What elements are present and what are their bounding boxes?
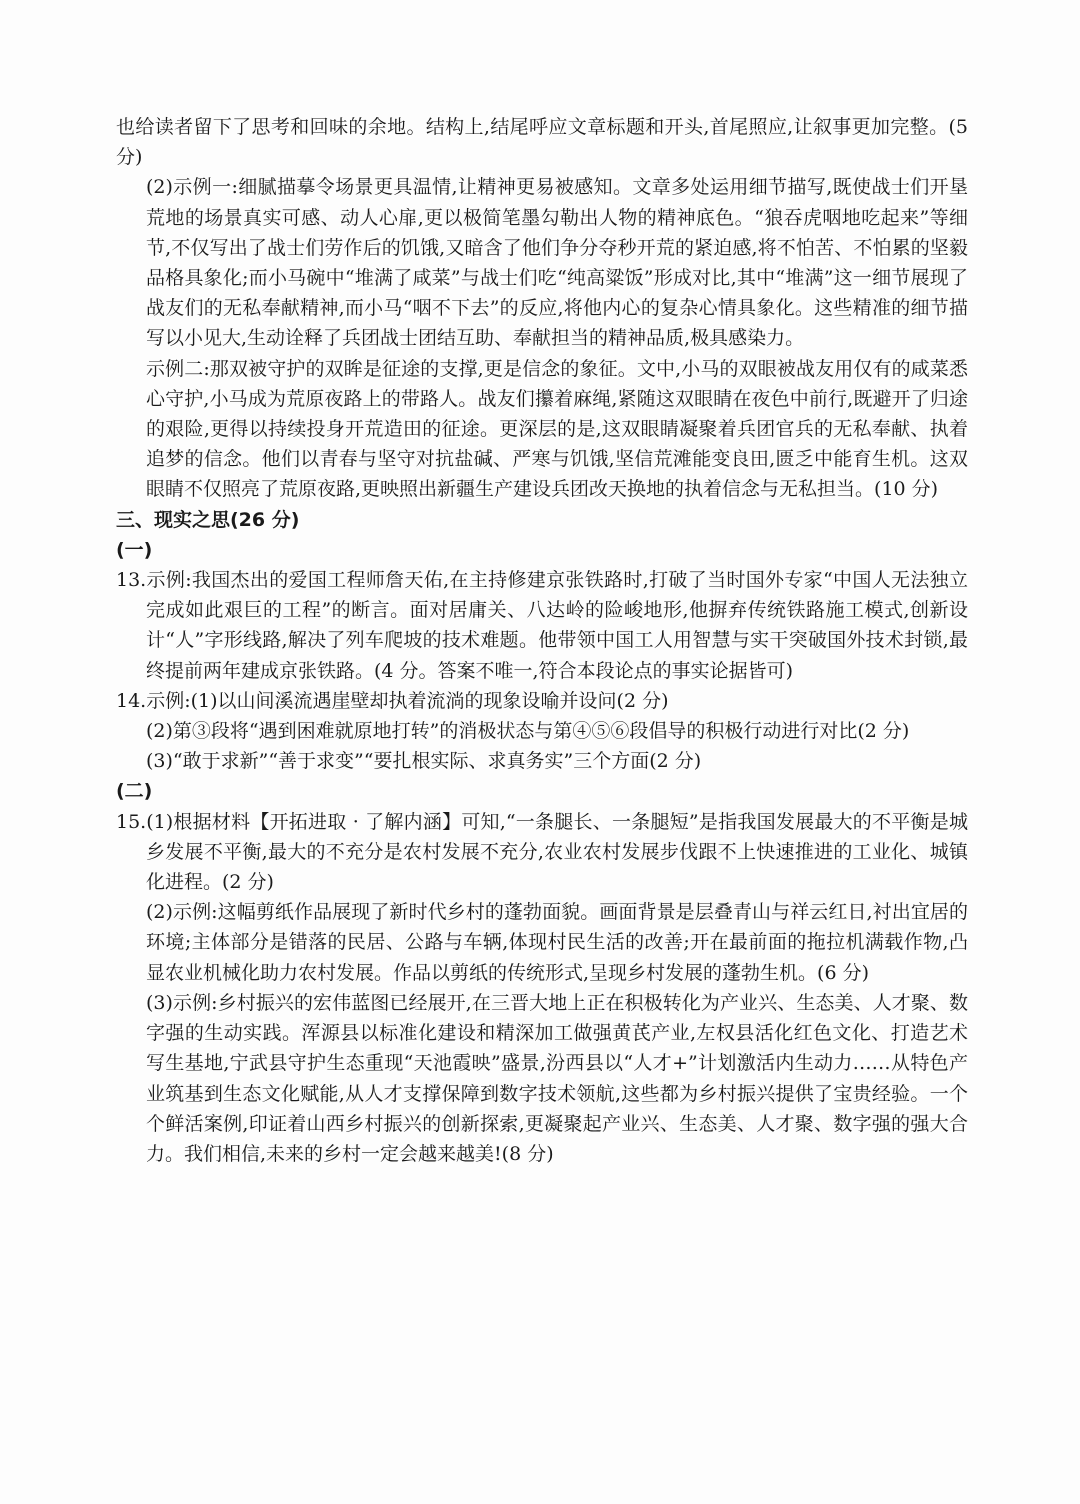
question-14-answer-1: 14.示例:(1)以山间溪流遇崖壁却执着流淌的现象设喻并设问(2 分) <box>116 689 669 712</box>
question-15-answer-3: (3)示例:乡村振兴的宏伟蓝图已经展开,在三晋大地上正在积极转化为产业兴、生态美、人才聚、数字强的生动实践。浑源县以标准化建设和精深加工做强黄芪产业,左权县活化红色文化、打造艺术写生基地,宁武县守护生态重现“天池霞映”盛景,汾西县以“人才+”计划激活内生动力……从特色产业筑基到生态文化赋能,从人才支撑保障到数字技术领航,这些都为乡村振兴提供了宝贵经验。一个个鲜活案例,印证着山西乡村振兴的创新探索,更凝聚起产业兴、生态美、人才聚、数字强的强大合力。我们相信,未来的乡村一定会越来越美!(8 分) <box>146 991 968 1165</box>
example-one-paragraph: (2)示例一:细腻描摹令场景更具温情,让精神更易被感知。文章多处运用细节描写,既使战士们开垦荒地的场景真实可感、动人心扉,更以极简笔墨勾勒出人物的精神底色。“狼吞虎咽地吃起来”等细节,不仅写出了战士们劳作后的饥饿,又暗含了他们争分夺秒开荒的紧迫感,将不怕苦、不怕累的坚毅品格具象化;而小马碗中“堆满了咸菜”与战士们吃“纯高粱饭”形成对比,其中“堆满”这一细节展现了战友们的无私奉献精神,而小马“咽不下去”的反应,将他内心的复杂心情具象化。这些精准的细节描写以小见大,生动诠释了兵团战士团结互助、奉献担当的精神品质,极具感染力。 <box>146 176 968 350</box>
question-14-answer-2: (2)第③段将“遇到困难就原地打转”的消极状态与第④⑤⑥段倡导的积极行动进行对比(2 分) <box>146 720 910 743</box>
question-14-answer-3: (3)“敢于求新”“善于求变”“要扎根实际、求真务实”三个方面(2 分) <box>146 750 702 773</box>
section-three-heading: 三、现实之思(26 分) <box>116 508 300 531</box>
part-two-label: (二) <box>116 780 153 803</box>
answer-content <box>116 112 968 1169</box>
example-two-paragraph: 示例二:那双被守护的双眸是征途的支撑,更是信念的象征。文中,小马的双眼被战友用仅有的咸菜悉心守护,小马成为荒原夜路上的带路人。战友们攥着麻绳,紧随这双眼睛在夜色中前行,既避开了归途的艰险,更得以持续投身开荒造田的征途。更深层的是,这双眼睛凝聚着兵团官兵的无私奉献、执着追梦的信念。他们以青春与坚守对抗盐碱、严寒与饥饿,坚信荒滩能变良田,匮乏中能育生机。这双眼睛不仅照亮了荒原夜路,更映照出新疆生产建设兵团改天换地的执着信念与无私担当。(10 分) <box>146 357 968 501</box>
question-13-answer: 13.示例:我国杰出的爱国工程师詹天佑,在主持修建京张铁路时,打破了当时国外专家“中国人无法独立完成如此艰巨的工程”的断言。面对居庸关、八达岭的险峻地形,他摒弃传统铁路施工模式,创新设计“人”字形线路,解决了列车爬坡的技术难题。他带领中国工人用智慧与实干突破国外技术封锁,最终提前两年建成京张铁路。(4 分。答案不唯一,符合本段论点的事实论据皆可) <box>116 569 968 682</box>
continuation-paragraph: 也给读者留下了思考和回味的余地。结构上,结尾呼应文章标题和开头,首尾照应,让叙事更加完整。(5 分) <box>116 116 968 169</box>
question-15-answer-2: (2)示例:这幅剪纸作品展现了新时代乡村的蓬勃面貌。画面背景是层叠青山与祥云红日,衬出宜居的环境;主体部分是错落的民居、公路与车辆,体现村民生活的改善;开在最前面的拖拉机满载作物,凸显农业机械化助力农村发展。作品以剪纸的传统形式,呈现乡村发展的蓬勃生机。(6 分) <box>146 901 968 984</box>
question-15-answer-1: 15.(1)根据材料【开拓进取 · 了解内涵】可知,“一条腿长、一条腿短”是指我国发展最大的不平衡是城乡发展不平衡,最大的不充分是农村发展不充分,农业农村发展步伐跟不上快速推进的工业化、城镇化进程。(2 分) <box>116 810 968 894</box>
part-one-label: (一) <box>116 538 153 561</box>
